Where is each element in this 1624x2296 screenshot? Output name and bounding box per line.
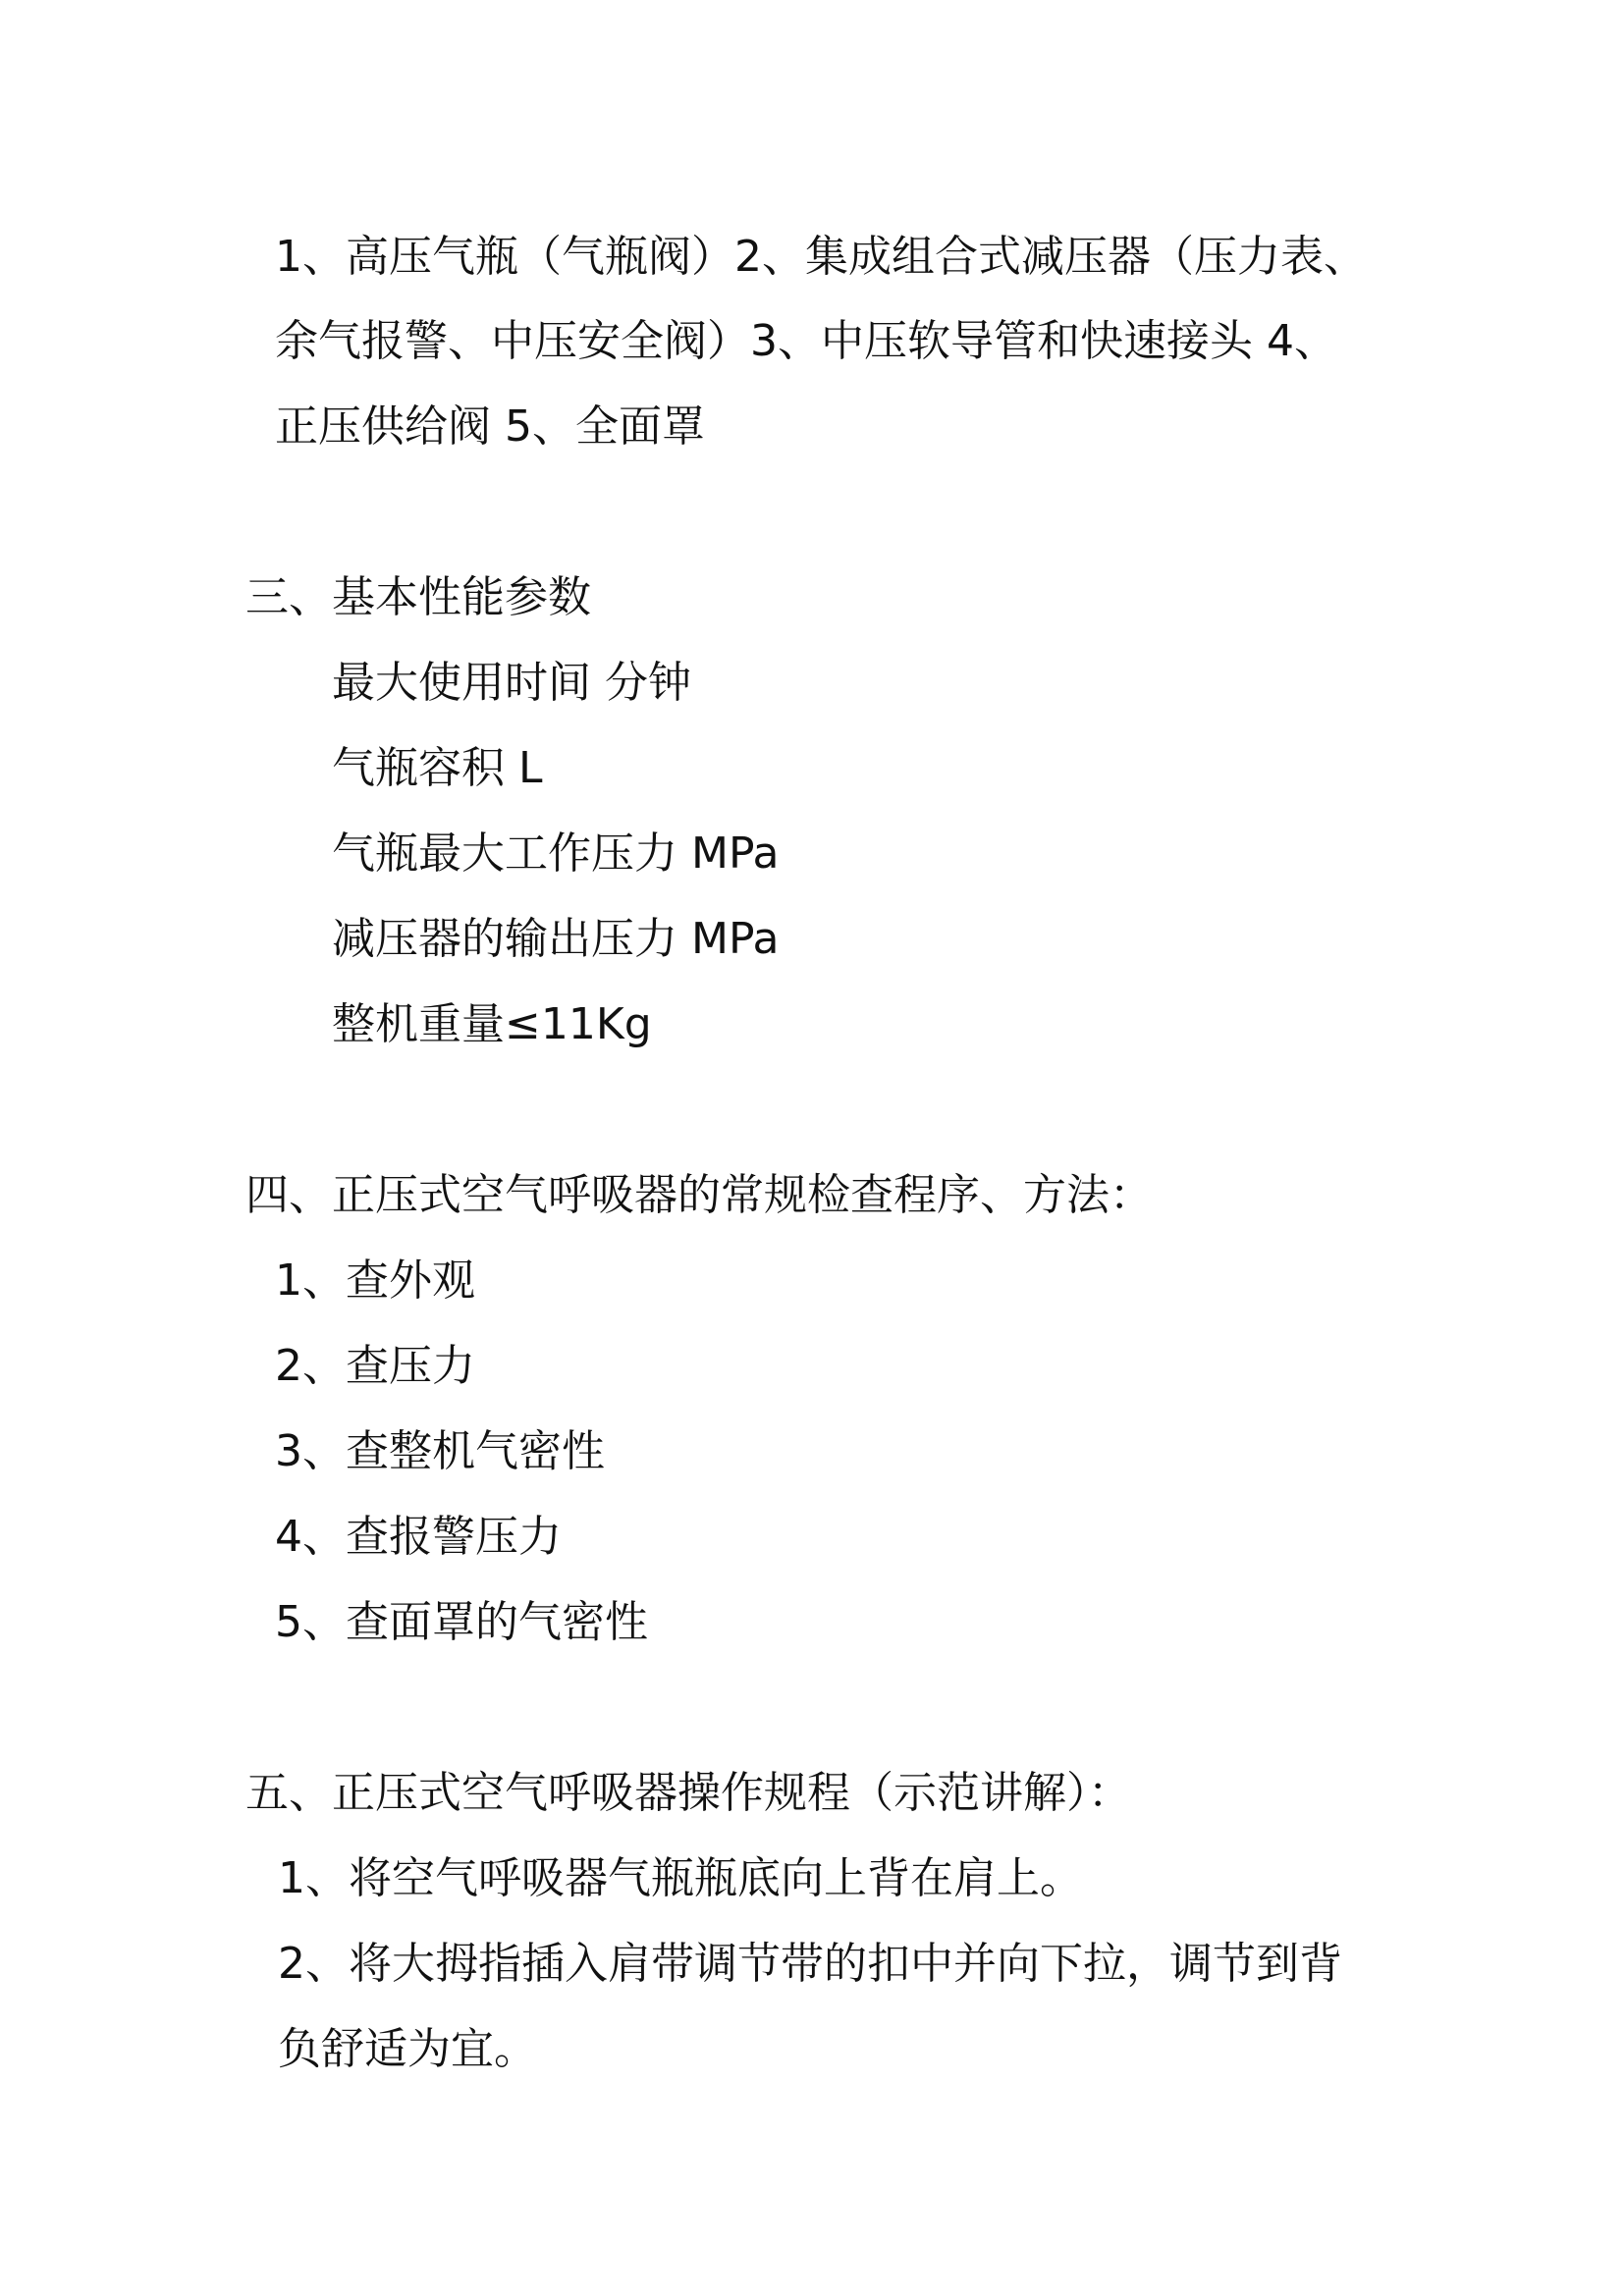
param-total-weight: 整机重量≤11Kg [332, 999, 652, 1049]
inspection-item-4: 4、查报警压力 [275, 1512, 562, 1562]
inspection-item-2: 2、查压力 [275, 1341, 475, 1391]
inspection-item-5: 5、查面罩的气密性 [275, 1597, 648, 1647]
param-cylinder-max-pressure: 气瓶最大工作压力 MPa [332, 828, 780, 879]
param-reducer-output-pressure: 减压器的输出压力 MPa [332, 914, 780, 964]
param-cylinder-volume: 气瓶容积 L [332, 743, 543, 793]
component-list-line-2: 余气报警、中压安全阀）3、中压软导管和快速接头 4、 [275, 316, 1337, 366]
param-max-use-time: 最大使用时间 分钟 [332, 658, 691, 708]
operation-step-1: 1、将空气呼吸器气瓶瓶底向上背在肩上。 [278, 1853, 1083, 1903]
section-heading-parameters: 三、基本性能参数 [245, 572, 591, 622]
component-list-line-3: 正压供给阀 5、全面罩 [275, 401, 705, 452]
inspection-item-3: 3、查整机气密性 [275, 1426, 605, 1476]
section-heading-operation: 五、正压式空气呼吸器操作规程（示范讲解）： [245, 1768, 1131, 1818]
operation-step-2: 2、将大拇指插入肩带调节带的扣中并向下拉，调节到背 [278, 1939, 1342, 1989]
component-list-line-1: 1、高压气瓶（气瓶阀）2、集成组合式减压器（压力表、 [275, 232, 1367, 282]
section-heading-inspection: 四、正压式空气呼吸器的常规检查程序、方法： [245, 1170, 1153, 1220]
inspection-item-1: 1、查外观 [275, 1255, 475, 1306]
operation-step-2-continued: 负舒适为宜。 [278, 2024, 537, 2074]
